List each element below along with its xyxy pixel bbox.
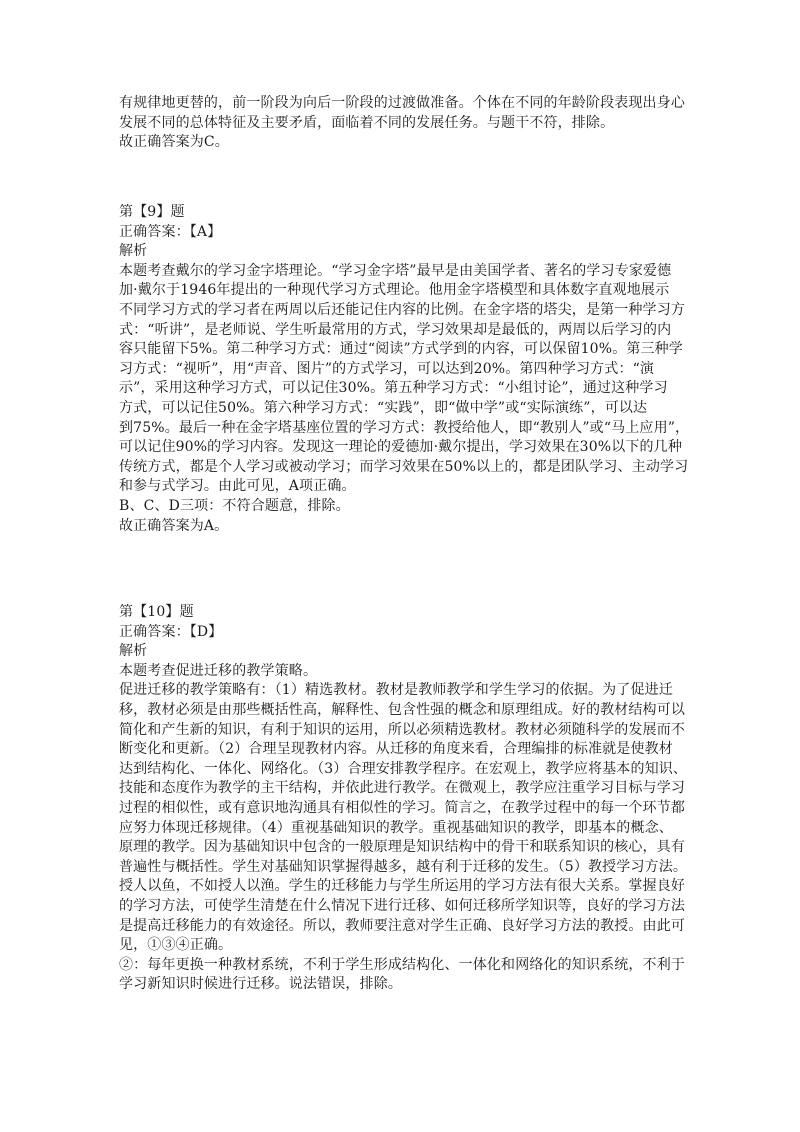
answer-conclusion: 故正确答案为C。 [119, 134, 229, 151]
text-line: 本题考查促进迁移的教学策略。 [119, 662, 318, 679]
text-line: 的学习方法，可使学生清楚在什么情况下进行迁移、如何迁移所学知识等，良好的学习方法 [119, 897, 685, 914]
text-line: 容只能留下5%。第二种学习方式：通过“阅读”方式学到的内容，可以保留10%。第三种学 [119, 341, 683, 358]
text-line: ②：每年更换一种教材系统，不利于学生形成结构化、一体化和网络化的知识系统，不利于 [119, 956, 685, 973]
text-line: 不同学习方式的学习者在两周以后还能记住内容的比例。在金字塔的塔尖，是第一种学习方 [119, 301, 685, 318]
correct-answer: 正确答案：【D】 [119, 623, 223, 640]
text-line: 原理的教学。因为基础知识中包含的一般原理是知识结构中的骨干和联系知识的核心，具有 [119, 839, 685, 856]
text-line: 过程的相似性，或有意识地沟通具有相似性的学习。简言之，在教学过程中的每一个环节都 [119, 799, 685, 816]
text-line: 学习新知识时候进行迁移。说法错误，排除。 [119, 976, 402, 993]
text-line: 可以记住90%的学习内容。发现这一理论的爱德加·戴尔提出，学习效果在30%以下的几种 [119, 439, 682, 456]
text-line: 应努力体现迁移规律。（4）重视基础知识的教学。重视基础知识的教学，即基本的概念、 [119, 819, 673, 836]
text-line: 方式，可以记住50%。第六种学习方式：“实践”，即“做中学”或“实际演练”，可以达 [119, 399, 648, 416]
previous-answer-section [119, 94, 691, 153]
question-number: 第【10】题 [119, 604, 194, 620]
text-line: 促进迁移的教学策略有：（1）精选教材。教材是教师教学和学生学习的依据。为了促进迁 [119, 682, 673, 699]
text-line: 发展不同的总体特征及主要矛盾，面临着不同的发展任务。与题干不符，排除。 [119, 114, 615, 131]
text-line: 和参与式学习。由此可见，A项正确。 [119, 478, 356, 495]
text-line: 式：“听讲”，是老师说、学生听最常用的方式，学习效果却是最低的，两周以后学习的内 [119, 321, 672, 338]
analysis-heading: 解析 [119, 643, 148, 660]
text-line: 传统方式，都是个人学习或被动学习；而学习效果在50%以上的，都是团队学习、主动学习 [119, 458, 689, 475]
text-line: 达到结构化、一体化、网络化。（3）合理安排教学程序。在宏观上，教学应将基本的知识、 [119, 760, 688, 777]
text-line: 断变化和更新。（2）合理呈现教材内容。从迁移的角度来看，合理编排的标准就是使教材 [119, 741, 673, 758]
text-line: 普遍性与概括性。学生对基础知识掌握得越多，越有利于迁移的发生。（5）教授学习方法。 [119, 858, 688, 875]
text-line: 见，①③④正确。 [119, 937, 233, 954]
text-line: 习方式：“视听”，用“声音、图片”的方式学习，可以达到20%。第四种学习方式：“演 [119, 360, 655, 377]
text-line: B、C、D三项：不符合题意，排除。 [119, 497, 350, 514]
text-line: 到75%。最后一种在金字塔基座位置的学习方式：教授给他人，即“教别人”或“马上应用”， [119, 419, 690, 436]
text-line: 示”，采用这种学习方式，可以记住30%。第五种学习方式：“小组讨论”，通过这种学习 [119, 380, 668, 397]
question-9-section [119, 203, 691, 536]
question-number: 第【9】题 [119, 204, 185, 220]
text-line: 技能和态度作为教学的主干结构，并依此进行教学。在微观上，教学应注重学习目标与学习 [119, 780, 685, 797]
text-line: 有规律地更替的，前一阶段为向后一阶段的过渡做准备。个体在不同的年龄阶段表现出身心 [119, 95, 685, 111]
correct-answer: 正确答案：【A】 [119, 223, 222, 240]
text-line: 移，教材必须是由那些概括性高，解释性、包含性强的概念和原理组成。好的教材结构可以 [119, 701, 685, 718]
text-line: 本题考查戴尔的学习金字塔理论。“学习金字塔”最早是由美国学者、著名的学习专家爱德 [119, 262, 672, 279]
analysis-heading: 解析 [119, 243, 148, 260]
text-line: 加·戴尔于1946年提出的一种现代学习方式理论。他用金字塔模型和具体数字直观地展示 [119, 282, 670, 299]
text-line: 授人以鱼，不如授人以渔。学生的迁移能力与学生所运用的学习方法有很大关系。掌握良好 [119, 878, 685, 895]
text-line: 简化和产生新的知识，有利于知识的运用，所以必须精选教材。教材必须随科学的发展而不 [119, 721, 685, 738]
text-line: 是提高迁移能力的有效途径。所以，教师要注意对学生正确、良好学习方法的教授。由此可 [119, 917, 685, 934]
answer-conclusion: 故正确答案为A。 [119, 517, 229, 534]
question-10-section [119, 603, 691, 995]
